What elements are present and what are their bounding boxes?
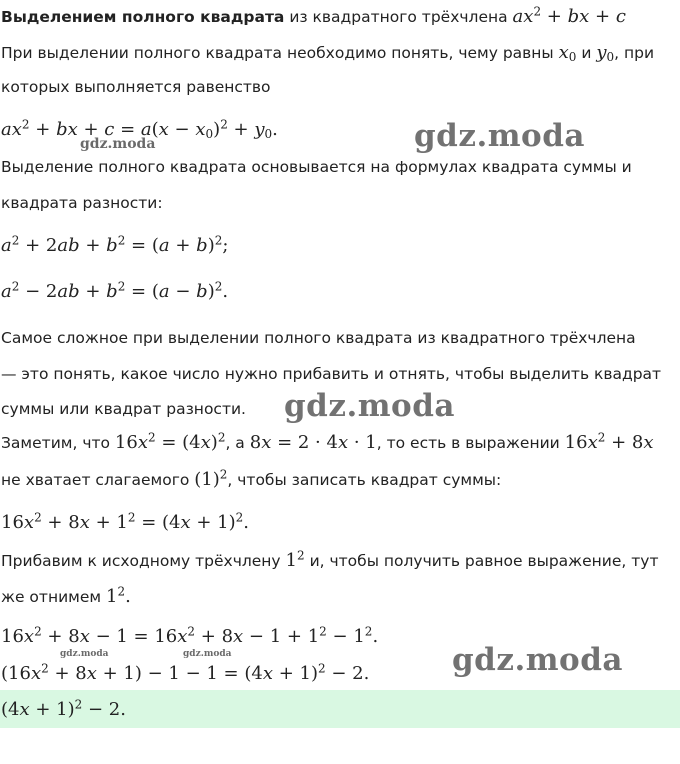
complete-square-equality: $ax^2$ + bx + $c = a(x - x_0)^2 + y_0$. bbox=[1, 117, 278, 141]
para1-text-a: При выделении полного квадрата необходимо понять, чему равны bbox=[1, 44, 559, 62]
para1-text-c: , при bbox=[614, 44, 655, 62]
watermark-logo: gdz.moda bbox=[183, 649, 232, 659]
para5-text-c: же отнимем bbox=[1, 588, 106, 606]
x0-symbol: $x_0$ bbox=[558, 42, 577, 64]
trinomial-formula: $ax^2$ + bx + c bbox=[512, 4, 626, 27]
watermark-logo: gdz.moda bbox=[452, 642, 623, 678]
para4-line2 bbox=[1, 467, 502, 490]
expr-1-sq-a: $1^2$ bbox=[285, 548, 305, 571]
square-of-sum-formula: $a^2 + 2ab + b^2 = (a + b)^2$; bbox=[1, 233, 229, 256]
expr-1-squared: $(1)^2$ bbox=[194, 467, 228, 490]
answer-expression: $(4x + 1)^2 - 2$. bbox=[1, 697, 126, 720]
intro-heading bbox=[1, 4, 626, 27]
para5-text-a: Прибавим к исходному трёхчлену bbox=[1, 552, 286, 570]
watermark-logo: gdz.moda bbox=[414, 118, 585, 154]
watermark-logo: gdz.moda bbox=[80, 136, 156, 152]
para1-line2: которых выполняется равенство bbox=[1, 78, 271, 96]
heading-bold-term: Выделением полного квадрата bbox=[1, 8, 285, 26]
watermark-logo: gdz.moda bbox=[284, 388, 455, 424]
para5-line2 bbox=[1, 584, 131, 607]
para3-line1: Самое сложное при выделении полного квадрата из квадратного трёхчлена bbox=[1, 329, 636, 347]
para3-line2: — это понять, какое число нужно прибавить и отнять, чтобы выделить квадрат bbox=[1, 365, 662, 383]
para4-text-c: , то есть в выражении bbox=[376, 434, 565, 452]
heading-text: из квадратного трёхчлена bbox=[284, 8, 513, 26]
expr-16x2: $16x^2 = (4x)^2$ bbox=[114, 430, 226, 453]
para4-line1 bbox=[1, 430, 654, 453]
y0-symbol: $y_0$ bbox=[596, 42, 615, 64]
para2-line2: квадрата разности: bbox=[1, 194, 163, 212]
watermark-logo: gdz.moda bbox=[60, 649, 109, 659]
expr-8x: 8x = 2 · 4x · 1 bbox=[249, 432, 377, 453]
para5-text-b: и, чтобы получить равное выражение, тут bbox=[304, 552, 659, 570]
para2-line1: Выделение полного квадрата основывается на формулах квадрата суммы и bbox=[1, 158, 632, 176]
derivation-step-1: $16x^2 + 8x - 1 = 16x^2 + 8x - 1 + 1^2 - 1^2$. bbox=[1, 624, 379, 647]
expr-16x2-8x: $16x^2 + 8x$ bbox=[564, 430, 654, 453]
derivation-step-2: $(16x^2 + 8x + 1) - 1 - 1 = (4x + 1)^2 - 2$. bbox=[1, 661, 370, 684]
expr-1-sq-b: $1^2$. bbox=[106, 584, 131, 607]
para1-line1 bbox=[1, 43, 654, 63]
square-of-sum-equation: $16x^2 + 8x + 1^2 = (4x + 1)^2$. bbox=[1, 510, 249, 533]
para4-text-b: , а bbox=[225, 434, 250, 452]
para3-line3: суммы или квадрат разности. bbox=[1, 400, 246, 418]
para1-text-b: и bbox=[576, 44, 597, 62]
para5-line1 bbox=[1, 548, 659, 571]
para4-text-e: , чтобы записать квадрат суммы: bbox=[227, 471, 502, 489]
square-of-difference-formula: $a^2 - 2ab + b^2 = (a - b)^2$. bbox=[1, 279, 229, 302]
para4-text-a: Заметим, что bbox=[1, 434, 115, 452]
para4-text-d: не хватает слагаемого bbox=[1, 471, 195, 489]
